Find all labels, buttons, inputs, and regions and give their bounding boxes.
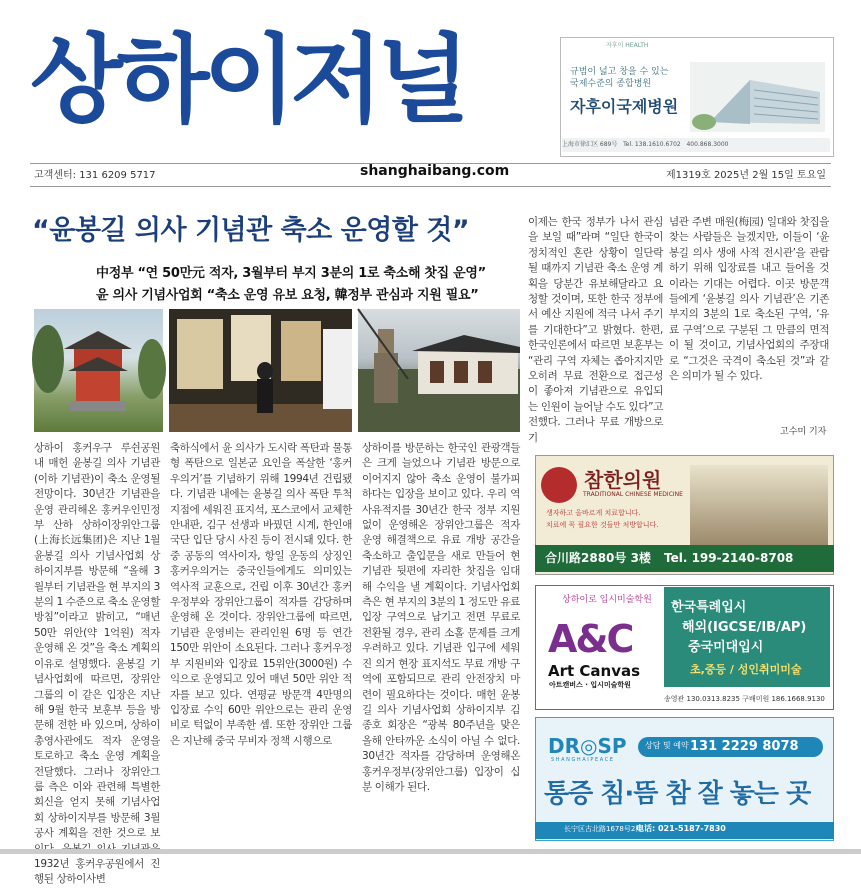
clinic-name: 참한의원 [584, 468, 662, 492]
drsp-logo: DR◎SP [548, 734, 627, 758]
drsp-main-slogan: 통증 침·뜸 참 잘 놓는 곳 [544, 779, 811, 809]
article-headline: “윤봉길 의사 기념관 축소 운영할 것” [32, 215, 470, 246]
art-canvas-course-2: 해외(IGCSE/IB/AP) [682, 620, 807, 635]
page-bottom-border [0, 849, 861, 854]
art-canvas-logo: A&C [548, 617, 633, 661]
article-column-5: 념관 주변 매원(梅园) 일대와 찻집을 찾는 사람들은 늘겠지만, 이들이 ‘윤봉길 의사 생애 사적 전시관’을 관람하기 위해 입장료를 내고 들어올 것이라는 기대는 어렵다. 이곳 방문객들에게 ‘윤봉길 의사 기념관’은 기존 부지의 3분의 1로 축소된 구역, ‘유료 구역’으로 구분된 그 만큼의 면적이 될 것이고, 기념사업회의 주장대로 “그것은 국격이 축소된 것”과 같은 의미가 될 수 있다. [669, 216, 829, 383]
top-ad-title: 자후이국제병원 [570, 97, 679, 116]
article-column-1: 상하이 홍커우구 루쉰공원 내 매헌 윤봉길 의사 기념관(이하 기념관)이 축소 운영될 전망이다. 30년간 기념관을 운영 관리해온 홍커우인민정부 산하 상하이장위안그룹(上海长远集团)은 지난 1월 윤봉길 의사 기념사업회 상하이지부를 방문해 “올해 3월부터 기념관을 현 부지의 3분의 1 수준으로 축소 운영할 방침”이라고 밝히고, “매년 50만 위안(약 1억원) 적자 운영해 온 것”을 축소 계획의 이유로 설명했다. 윤봉길 기념사업회에 따르면, 장위안그룹의 이 같은 입장은 지난해 9월 한국 보훈부 등을 방문해 전한 바 있으며, 상하이총영사관에도 적자 운영을 토로하고 축소 운영 계획을 전달했다. 그러나 장위안그룹 측은 이와 관련해 특별한 회신을 얻지 못해 기념사업회 상하이지부를 방문해 3월 공사 계획을 전한 것으로 보 1932년 홍커우공원에서 진행된 상하이사변 [34, 442, 161, 886]
top-ad-footer [562, 138, 830, 152]
article-column-2: 축하식에서 윤 의사가 도시락 폭탄과 물통형 폭탄으로 일본군 요인을 폭살한 ‘홍커우의거’를 기념하기 위해 1994년 건립됐다. 기념관 내에는 윤봉길 의사 폭탄 투척 지점에 세워진 표지석, 포스코에서 교체한 안내판, 김구 선생과 바꿨던 시계, 한인애국단 입단 당시 사진 등이 전시돼 있다. 한중 공동의 역사이자, 항일 운동의 상징인 홍커우의거는 중국인들에게도 의미있는 역사적 교훈으로, 건립 이후 30년간 홍커우정부와 장위안그룹이 적자를 감당하며 운영해 온 것이다. 장위안그룹에 따르면, 기념관 운영비는 관리인원 6명 등 연간 150만 위안이 소요된다. 그러나 홍커우정부 지원비와 입장료 15위안(3000원) 수익으로 운영되고 있어 매년 50만 위안 적자를 보고 있다. 연평균 방문객 4만명의 입장료 수익 60만 위안으로는 관리 운영비로 턱없이 부족한 셈. 또한 장위안 그룹은 지난해 중국 무비자 정책 시행으로 [170, 442, 352, 747]
top-ad-line1: 규범이 넓고 창을 수 있는 [570, 67, 669, 77]
article-column-3: 상하이를 방문하는 한국인 관광객들은 크게 늘었으나 기념관 방문으로 이어지지 않아 축소 운영이 불가피하다는 입장을 보이고 있다. 우리 역사유적지를 30년간 한국 정부 지원 없이 운영해온 장위안그룹은 적자 운영 해결책으로 유료 개방 공간을 축소하고 출입문을 새로 만들어 현 기념관 뒷편에 자리한 찻집을 임대해 수익을 낼 계획이다. 기념사업회 측은 현 부지의 3분의 1 정도만 유료 입장 구역으로 남기고 전면 무료로 전환될 경우, 관리 소홀 문제를 크게 우려하고 있다. 기념관 입구에 세워진 의거 현장 표지석도 무료 개방 구역에 포함되므로 관리 안전장치 마련이 필요하다는 것이다. 매헌 윤봉길 의사 기념사업회 상하이지부 김종호 회장은 “광복 80주년을 맞은 올해 안타까운 소식이 아닐 수 없다. 30년간 적자를 감당하며 운영해온 홍커우정부(장위안그룹) 입장이 십분 이해가 된다. [362, 442, 520, 793]
drsp-phone: 131 2229 8078 [690, 739, 799, 754]
top-ad-line2: 국제수준의 종합병원 [570, 79, 652, 89]
art-canvas-course-1: 한국특례입시 [671, 600, 747, 615]
drsp-logo-sub: S H A N G H A I P E A C E [551, 757, 613, 763]
memorial-exterior-photo [358, 309, 520, 432]
issue-date: 제1319호 2025년 2월 15일 토요일 [666, 170, 826, 181]
art-canvas-course-4: 초,중등 / 성인취미미술 [690, 663, 802, 676]
hospital-building-illustration [690, 62, 825, 132]
clinic-logo-icon [541, 467, 577, 503]
clinic-message-1: 생자하고 올바르게 치료합니다. [546, 509, 641, 517]
clinic-english-name: TRADITIONAL CHINESE MEDICINE [583, 491, 683, 498]
article-column-4: 이제는 한국 정부가 나서 관심을 보일 때”라며 “일단 한국이 정치적인 혼란 상황이 일단락될 때까지 기념관 축소 운영 계획을 당분간 유보해달라고 요청할 것이며, 또한 한국 정부에서 예산 지원에 적극 나서 주기를 기대한다”고 밝혔다. 한편, 한국인론에서 따르면 보훈부는 “관리 구역 자체는 좁아지지만 오히려 무료 전환으로 접근성이 좋아져 기념관으로 유입되는 인원이 늘어날 수도 있다”고 전했다. 그러나 무료 개방으로 기 [528, 216, 663, 444]
article-subheadline-2: 윤 의사 기념사업회 “축소 운영 유보 요청, 韓정부 관심과 지원 필요” [96, 288, 479, 303]
drsp-tel: 电话: 021-5187-7830 [636, 824, 726, 833]
customer-center-phone: 고객센터: 131 6209 5717 [34, 170, 156, 181]
drsp-pill-label: 상담 및 예약 [645, 741, 689, 750]
clinic-message-2: 치료에 꼭 필요한 것들만 처방합니다. [546, 521, 659, 529]
article-subheadline-1: 中정부 “연 50만元 적자, 3월부터 부지 3분의 1로 축소해 찻집 운영” [96, 266, 486, 281]
clinic-ad-photo [690, 465, 828, 545]
art-canvas-brand: Art Canvas [548, 662, 641, 680]
top-ad-tel: Tel. 138.1610.6702 [623, 141, 681, 148]
top-ad-tel2: 400.868.3000 [686, 141, 729, 148]
clinic-tel: Tel. 199-2140-8708 [664, 551, 794, 565]
site-url[interactable]: shanghaibang.com [360, 163, 510, 179]
top-ad-logo: 자후이 HEALTH [606, 42, 649, 49]
article-byline: 고수미 기자 [780, 427, 827, 437]
art-canvas-course-3: 중국미대입시 [688, 640, 764, 655]
drsp-address: 长宁区古北路1678号2楼 [564, 825, 643, 833]
masthead-logo: 상하이저널 [30, 24, 464, 136]
clinic-address: 合川路2880号 3楼 [545, 551, 651, 565]
memorial-interior-photo [169, 309, 352, 432]
art-canvas-script: 상하이로 입시미술학원 [562, 595, 652, 605]
art-canvas-brand-kr: 아트캔버스 · 입시미술학원 [549, 681, 631, 689]
memorial-pavilion-photo [34, 309, 163, 432]
art-canvas-tels: 송영관 130.0313.8235 구배미원 186.1668.9130 [664, 695, 825, 703]
top-ad-address: 上海市徐汇区 689号 [562, 141, 618, 148]
